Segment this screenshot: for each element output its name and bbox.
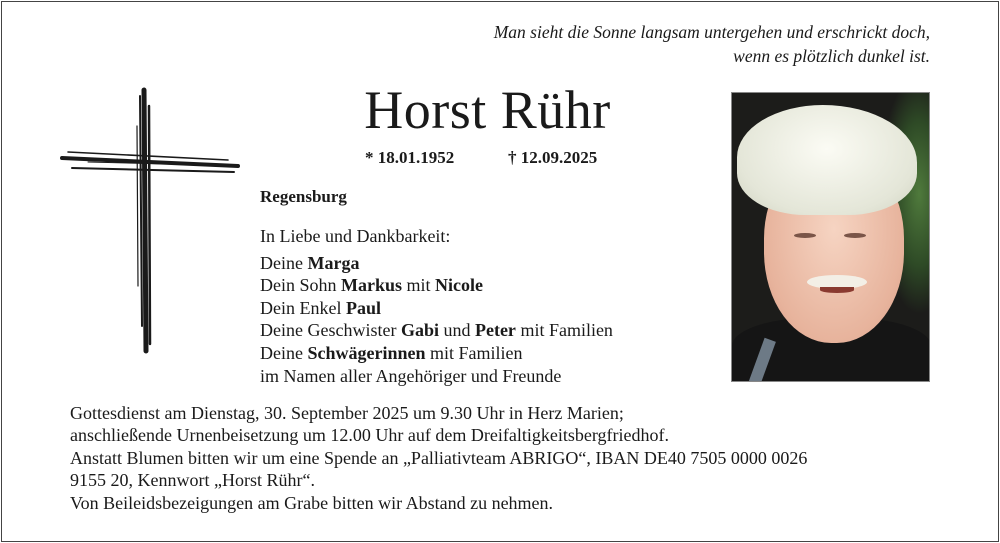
family-intro: In Liebe und Dankbarkeit: bbox=[260, 226, 451, 246]
family-line-text: Deine bbox=[260, 342, 308, 363]
family-member-name: Paul bbox=[345, 297, 381, 318]
detail-line: anschließende Urnenbeisetzung um 12.00 Uhr auf dem Dreifaltigkeitsbergfriedhof. bbox=[70, 425, 669, 446]
detail-line: Gottesdienst am Dienstag, 30. September 2025 um 9.30 Uhr in Herz Marien; bbox=[70, 403, 624, 423]
quote-line: wenn es plötzlich dunkel ist. bbox=[733, 46, 930, 66]
family-line bbox=[260, 342, 613, 365]
family-line-text: Deine Geschwister bbox=[260, 320, 401, 341]
family-line bbox=[260, 297, 613, 320]
death-date: † 12.09.2025 bbox=[508, 148, 598, 167]
family-member-name: Schwägerinnen bbox=[307, 342, 426, 363]
family-line bbox=[260, 365, 613, 388]
family-member-name: Gabi bbox=[400, 320, 439, 341]
birth-date: * 18.01.1952 bbox=[365, 148, 455, 167]
family-line bbox=[260, 319, 613, 342]
detail-line: Anstatt Blumen bitten wir um eine Spende an „Palliativteam ABRIGO“, IBAN DE40 7505 0000 0026 bbox=[70, 447, 808, 468]
family-line-text: Dein Sohn bbox=[260, 275, 341, 296]
family-member-name: Marga bbox=[307, 252, 360, 273]
detail-line: Von Beileidsbezeigungen am Grabe bitten wir Abstand zu nehmen. bbox=[70, 492, 554, 513]
portrait-photo bbox=[731, 92, 930, 382]
family-line-text: im Namen aller Angehöriger und Freunde bbox=[260, 365, 562, 386]
family-member-name: Peter bbox=[474, 320, 516, 341]
family-line-text: mit bbox=[402, 275, 436, 296]
quote bbox=[494, 20, 930, 68]
family-member-name: Nicole bbox=[435, 275, 484, 296]
family-line-text: mit Familien bbox=[425, 342, 523, 363]
family-line-text: Dein Enkel bbox=[260, 297, 346, 318]
family-line-text: und bbox=[438, 320, 475, 341]
place: Regensburg bbox=[260, 187, 347, 206]
deceased-name: Horst Rühr bbox=[364, 80, 611, 140]
family-line bbox=[260, 274, 613, 297]
family-line-text: Deine bbox=[260, 252, 308, 273]
family-line-text: mit Familien bbox=[515, 320, 613, 341]
family-line bbox=[260, 252, 613, 275]
detail-line: 9155 20, Kennwort „Horst Rühr“. bbox=[70, 470, 315, 491]
family-list bbox=[260, 225, 613, 387]
service-details bbox=[70, 402, 807, 514]
family-member-name: Markus bbox=[341, 275, 403, 296]
quote-line: Man sieht die Sonne langsam untergehen und erschrickt doch, bbox=[493, 22, 930, 42]
